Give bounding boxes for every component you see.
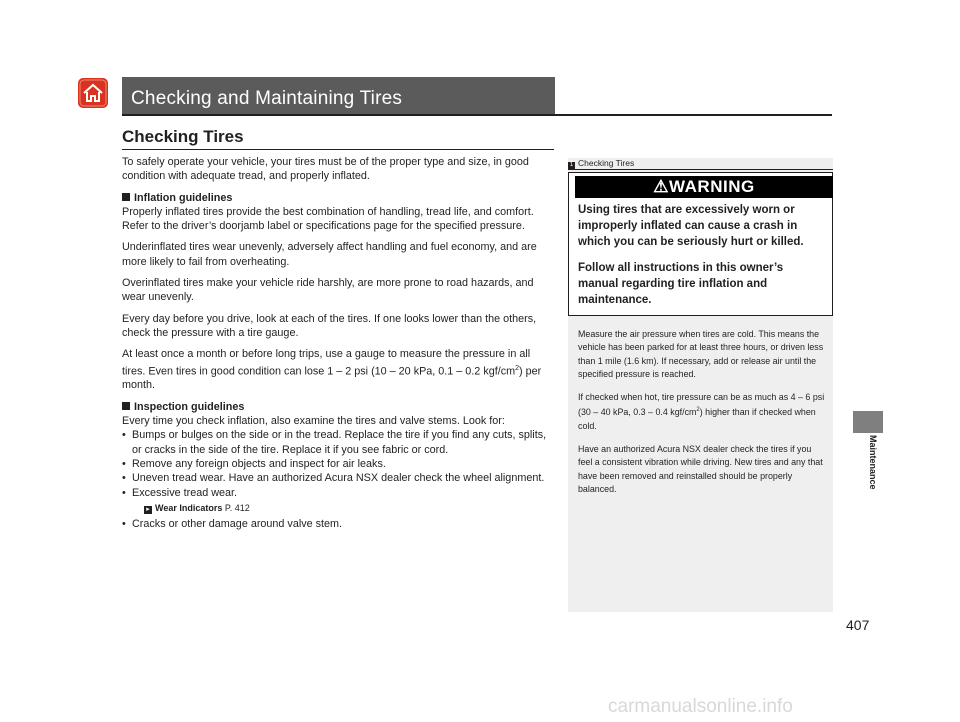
page-title: Checking Tires <box>122 127 244 146</box>
warning-paragraph-1: Using tires that are excessively worn or improperly inflated can cause a crash in which you can be seriously hurt or killed. <box>578 204 804 248</box>
section-header-title: Checking and Maintaining Tires <box>131 88 403 109</box>
inflation-paragraph-1: Properly inflated tires provide the best combination of handling, tread life, and comfort. Refer to the driver’s doorjamb label or specifications page for the specified pressure. <box>122 205 534 233</box>
wear-indicators-link[interactable]: ▸ Wear Indicators P. 412 <box>122 501 554 515</box>
section-tab-marker <box>853 411 883 433</box>
inspection-intro: Every time you check inflation, also examine the tires and valve stems. Look for: <box>122 415 505 428</box>
square-bullet-icon <box>122 402 130 410</box>
svg-text:Maintenance: Maintenance <box>868 435 878 490</box>
inflation-paragraph-3: Overinflated tires make your vehicle ride harshly, are more prone to road hazards, and wear unevenly. <box>122 277 534 304</box>
sidebar-rule <box>568 169 833 170</box>
list-item: • Uneven tread wear. Have an authorized Acura NSX dealer check the wheel alignment. <box>122 472 545 485</box>
inflation-paragraph-2: Underinflated tires wear unevenly, adversely affect handling and fuel economy, and are more likely to fail from overheating. <box>122 241 537 268</box>
sidebar-note-2: If checked when hot, tire pressure can be as much as 4 – 6 psi (30 – 40 kPa, 0.3 – 0.4 kgf/$cm^2$) higher than if checked when cold. <box>578 392 825 431</box>
warning-text <box>578 202 823 318</box>
inflation-paragraph-4: Every day before you drive, look at each of the tires. If one looks lower than the others, check the pressure with a tire gauge. <box>122 312 537 339</box>
sidebar-note-3: Have an authorized Acura NSX dealer check the tires if you feel a consistent vibration while driving. New tires and any that have been removed and reinstalled should be properly balanced. <box>578 444 823 494</box>
intro-paragraph: To safely operate your vehicle, your tires must be of the proper type and size, in good condition with adequate tread, and properly inflated. <box>122 156 529 183</box>
title-rule <box>122 149 554 150</box>
inflation-paragraph-5: At least once a month or before long trips, use a gauge to measure the pressure in all tires. Even tires in good condition can lose 1 – 2 psi (10 – 20 kPa, 0.1 – 0.2 kgf/$cm^2$) per month. <box>122 348 542 392</box>
page-number: 407 <box>846 617 870 633</box>
list-item: • Cracks or other damage around valve stem. <box>122 518 343 531</box>
warning-header: ⚠WARNING <box>575 176 833 198</box>
warning-triangle-icon: ⚠ <box>653 177 670 196</box>
cross-reference-arrow-icon: ▸ <box>144 506 152 514</box>
list-item: • Remove any foreign objects and inspect for air leaks. <box>122 457 386 470</box>
inflation-heading: Inflation guidelines <box>122 191 554 205</box>
sidebar-notes <box>578 328 826 506</box>
sidebar-label: 1 Checking Tires <box>569 158 635 168</box>
list-item: • Bumps or bulges on the side or in the tread. Replace the tire if you find any cuts, splits, or cracks in the side of the tire. Replace it if you see fabric or cord. <box>122 429 547 456</box>
list-item: • Excessive tread wear. <box>122 486 238 499</box>
sidebar-note-1: Measure the air pressure when tires are cold. This means the vehicle has been parked for at least three hours, or driven less than 1 mile (1.6 km). If necessary, add or release air until the specified pressure is reached. <box>578 329 824 379</box>
section-tab-label <box>852 435 884 505</box>
warning-paragraph-2: Follow all instructions in this owner’s manual regarding tire inflation and maintenance. <box>578 262 784 306</box>
main-body <box>122 155 554 531</box>
inspection-list-tail <box>122 517 554 531</box>
inspection-heading: Inspection guidelines <box>122 400 554 414</box>
inspection-list <box>122 428 554 499</box>
home-icon[interactable] <box>77 77 109 109</box>
header-rule <box>122 114 832 116</box>
watermark: carmanualsonline.info <box>608 696 793 717</box>
note-marker-icon: 1 <box>569 162 574 168</box>
square-bullet-icon <box>122 193 130 201</box>
